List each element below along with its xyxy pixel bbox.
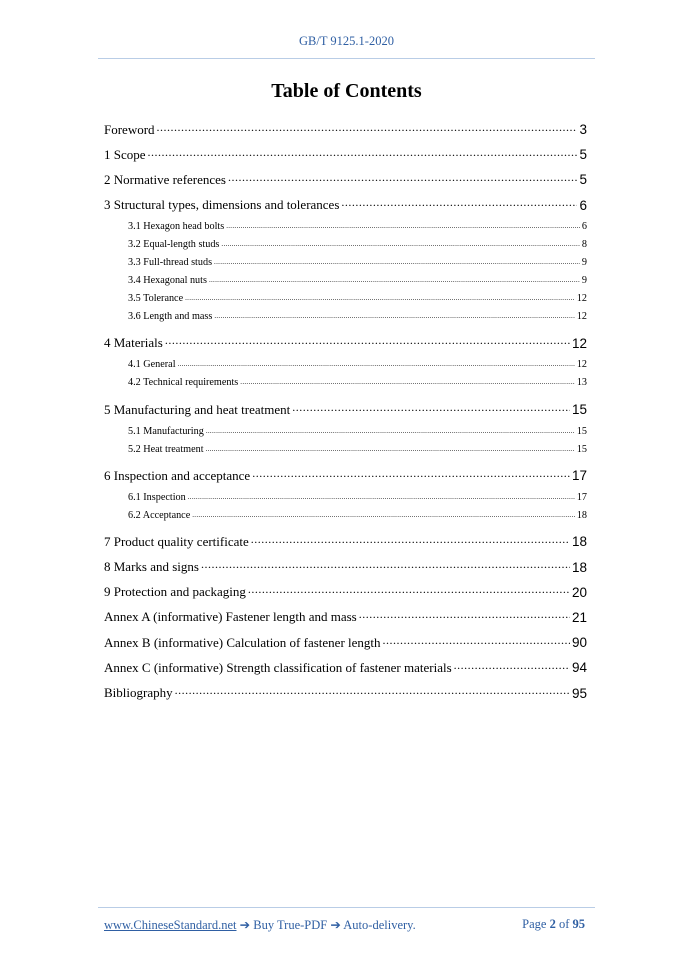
toc-entry-title: Annex C (informative) Strength classification of fastener materials [104, 659, 452, 675]
toc-dot-leader [157, 123, 578, 137]
toc-subentry[interactable] [104, 218, 587, 236]
toc-entry-title: 6.2 Acceptance [128, 509, 191, 521]
toc-entry-title: 1 Scope [104, 146, 146, 162]
toc-entry-title: 7 Product quality certificate [104, 533, 249, 549]
toc-page-number: 12 [571, 335, 587, 351]
toc-dot-leader [383, 636, 570, 650]
toc-subentry[interactable] [104, 356, 587, 374]
toc-page-number: 3 [579, 122, 587, 138]
table-of-contents [104, 117, 587, 706]
toc-entry-title: Annex A (informative) Fastener length and mass [104, 609, 357, 625]
toc-page-number: 18 [576, 509, 587, 521]
toc-page-number: 9 [581, 275, 587, 287]
toc-page-number: 20 [571, 584, 587, 600]
toc-dot-leader [248, 585, 570, 599]
toc-subentry[interactable] [104, 440, 587, 458]
page-label: Page [522, 917, 547, 931]
arrow-right-icon: ➔ [239, 918, 251, 932]
toc-entry[interactable] [104, 463, 587, 488]
toc-entry-title: 5.2 Heat treatment [128, 443, 204, 455]
toc-entry-title: 5.1 Manufacturing [128, 425, 204, 437]
toc-dot-leader [214, 311, 574, 322]
toc-page-number: 6 [581, 221, 587, 233]
toc-dot-leader [252, 469, 570, 483]
toc-dot-leader [175, 686, 570, 700]
toc-entry-title: 3.6 Length and mass [128, 311, 213, 323]
toc-entry[interactable] [104, 655, 587, 680]
total-pages: 95 [572, 917, 585, 931]
toc-entry-title: Foreword [104, 121, 155, 137]
toc-page-number: 21 [571, 609, 587, 625]
toc-entry-title: 9 Protection and packaging [104, 584, 246, 600]
toc-entry[interactable] [104, 117, 587, 142]
toc-dot-leader [341, 198, 577, 212]
toc-page-number: 6 [579, 197, 587, 213]
toc-entry-title: 6 Inspection and acceptance [104, 467, 251, 483]
toc-dot-leader [240, 377, 575, 388]
toc-entry-title: 3 Structural types, dimensions and tolerances [104, 197, 340, 213]
toc-page-number: 95 [571, 685, 587, 701]
toc-entry-title: 5 Manufacturing and heat treatment [104, 401, 291, 417]
toc-entry-title: Bibliography [104, 685, 173, 701]
toc-entry[interactable] [104, 167, 587, 192]
toc-entry-title: 4.1 General [128, 359, 176, 371]
toc-dot-leader [201, 560, 570, 574]
toc-entry[interactable] [104, 605, 587, 630]
toc-dot-leader [214, 257, 580, 268]
toc-subentry[interactable] [104, 506, 587, 524]
footer-divider [98, 907, 595, 908]
toc-dot-leader [188, 492, 575, 503]
toc-subentry[interactable] [104, 308, 587, 326]
toc-entry[interactable] [104, 555, 587, 580]
toc-page-number: 94 [571, 660, 587, 676]
toc-page-number: 17 [571, 468, 587, 484]
toc-subentry[interactable] [104, 254, 587, 272]
toc-subentry[interactable] [104, 422, 587, 440]
toc-page-number: 12 [576, 359, 587, 371]
toc-entry-title: Annex B (informative) Calculation of fastener length [104, 634, 381, 650]
toc-page-number: 12 [576, 311, 587, 323]
toc-dot-leader [206, 444, 575, 455]
toc-entry[interactable] [104, 397, 587, 422]
toc-dot-leader [228, 173, 577, 187]
toc-entry-title: 3.3 Full-thread studs [128, 257, 213, 269]
toc-subentry[interactable] [104, 374, 587, 392]
toc-subentry[interactable] [104, 290, 587, 308]
toc-page-number: 8 [581, 239, 587, 251]
toc-dot-leader [209, 275, 580, 286]
toc-dot-leader [192, 510, 575, 521]
toc-dot-leader [178, 359, 575, 370]
toc-entry[interactable] [104, 580, 587, 605]
toc-entry[interactable] [104, 331, 587, 356]
toc-dot-leader [185, 293, 575, 304]
toc-page-number: 9 [581, 257, 587, 269]
site-link[interactable]: www.ChineseStandard.net [104, 918, 237, 932]
toc-page-number: 5 [579, 172, 587, 188]
toc-entry[interactable] [104, 630, 587, 655]
toc-page-number: 12 [576, 293, 587, 305]
toc-page-number: 15 [571, 402, 587, 418]
toc-dot-leader [359, 610, 570, 624]
footer-promo [104, 917, 416, 933]
toc-entry[interactable] [104, 680, 587, 705]
toc-entry-title: 3.2 Equal-length studs [128, 239, 220, 251]
toc-dot-leader [226, 221, 580, 232]
toc-subentry[interactable] [104, 272, 587, 290]
toc-entry-title: 4.2 Technical requirements [128, 377, 239, 389]
toc-entry[interactable] [104, 529, 587, 554]
toc-page-number: 90 [571, 635, 587, 651]
page-indicator [522, 917, 585, 932]
toc-dot-leader [165, 336, 570, 350]
toc-page-number: 17 [576, 491, 587, 503]
current-page: 2 [549, 917, 556, 931]
arrow-right-icon: ➔ [330, 918, 341, 932]
toc-dot-leader [251, 535, 570, 549]
page-title: Table of Contents [271, 80, 422, 102]
toc-entry-title: 3.1 Hexagon head bolts [128, 221, 225, 233]
toc-page-number: 15 [576, 425, 587, 437]
toc-page-number: 18 [571, 534, 587, 550]
toc-dot-leader [148, 148, 578, 162]
toc-page-number: 18 [571, 559, 587, 575]
toc-dot-leader [221, 239, 580, 250]
of-label: of [558, 917, 570, 931]
buy-link[interactable]: Buy True-PDF [253, 918, 328, 932]
toc-entry-title: 3.5 Tolerance [128, 293, 184, 305]
toc-page-number: 15 [576, 443, 587, 455]
toc-page-number: 13 [576, 377, 587, 389]
toc-dot-leader [292, 403, 570, 417]
running-header: GB/T 9125.1-2020 [299, 34, 394, 48]
delivery-text: Auto-delivery. [343, 918, 416, 932]
toc-entry-title: 6.1 Inspection [128, 491, 186, 503]
toc-entry-title: 2 Normative references [104, 171, 226, 187]
toc-page-number: 5 [579, 147, 587, 163]
toc-dot-leader [206, 426, 575, 437]
toc-entry[interactable] [104, 193, 587, 218]
toc-entry-title: 3.4 Hexagonal nuts [128, 275, 207, 287]
toc-entry-title: 8 Marks and signs [104, 559, 199, 575]
toc-subentry[interactable] [104, 488, 587, 506]
toc-entry-title: 4 Materials [104, 335, 163, 351]
toc-dot-leader [454, 661, 570, 675]
header-divider [98, 58, 595, 59]
toc-entry[interactable] [104, 142, 587, 167]
toc-subentry[interactable] [104, 236, 587, 254]
